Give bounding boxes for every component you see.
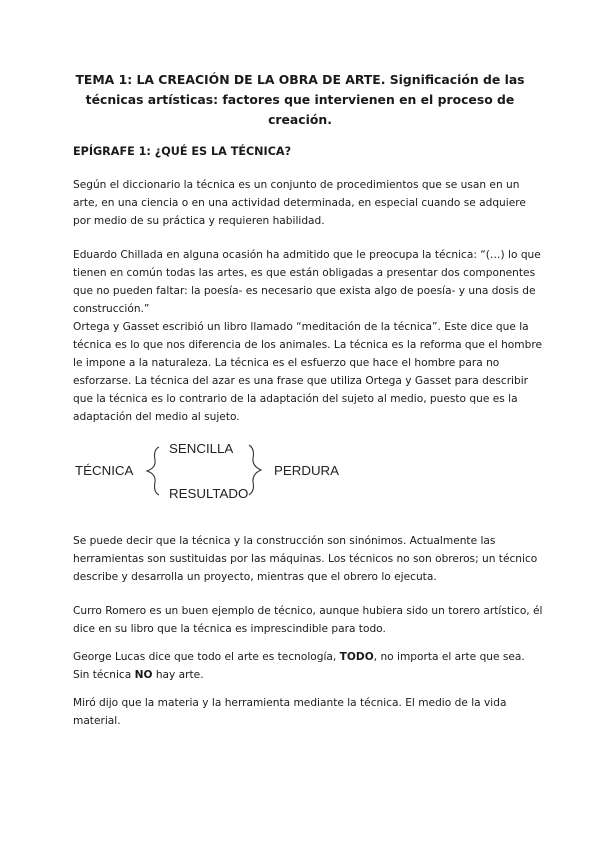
paragraph-construction: Se puede decir que la técnica y la construcción son sinónimos. Actualmente las herramientas son sustituidas por las máquinas. Los técnicos no son obreros; un técnico describe y desarrolla un proyecto, mientras que el obrero lo ejecuta.	[73, 535, 538, 583]
lucas-text-1: George Lucas dice que todo el arte es tecnología,	[73, 651, 340, 663]
paragraph-ortega: Ortega y Gasset escribió un libro llamado “meditación de la técnica”. Este dice que la técnica es lo que nos diferencia de los animales. La técnica es la reforma que el hombre le impone a la naturaleza. La técnica es el esfuerzo que hace el hombre para no esforzarse. La técnica del azar es una frase que utiliza Ortega y Gasset para describir que la técnica es lo contrario de la adaptación del sujeto al medio, puesto que es la adaptación del medio al sujeto.	[73, 321, 542, 423]
diagram-label-perdura: PERDURA	[274, 463, 340, 478]
lucas-bold-todo: TODO	[339, 651, 374, 663]
diagram-label-tecnica: TÉCNICA	[75, 463, 134, 478]
lucas-text-3: hay arte.	[152, 669, 204, 681]
lucas-bold-no: NO	[134, 669, 153, 681]
diagram-label-resultado: RESULTADO	[169, 486, 249, 501]
paragraph-george-lucas	[73, 648, 543, 684]
technique-diagram	[75, 436, 375, 506]
paragraph-definition: Según el diccionario la técnica es un conjunto de procedimientos que se usan en un arte, en una ciencia o en una actividad determinada, en especial cuando se adquiere por medio de su práctica y requieren habilidad.	[73, 179, 526, 227]
diagram-label-sencilla: SENCILLA	[169, 441, 234, 456]
page-title: TEMA 1: LA CREACIÓN DE LA OBRA DE ARTE. Significación de las técnicas artísticas: factores que intervienen en el proceso de creación.	[75, 72, 525, 127]
section-heading: EPÍGRAFE 1: ¿QUÉ ES LA TÉCNICA?	[73, 145, 292, 158]
paragraph-chillada: Eduardo Chillada en alguna ocasión ha admitido que le preocupa la técnica: “(…) lo que tienen en común todas las artes, es que están obligadas a presentar dos componentes que no pueden faltar: la poesía- es necesario que exista algo de poesía- y una dosis de construcción.”	[73, 249, 541, 315]
paragraph-curro-romero: Curro Romero es un buen ejemplo de técnico, aunque hubiera sido un torero artístico, él dice en su libro que la técnica es imprescindible para todo.	[73, 605, 543, 635]
lucas-text-2: , no importa el arte que sea. Sin técnica	[73, 651, 525, 681]
paragraph-miro: Miró dijo que la materia y la herramienta mediante la técnica. El medio de la vida material.	[73, 697, 507, 727]
